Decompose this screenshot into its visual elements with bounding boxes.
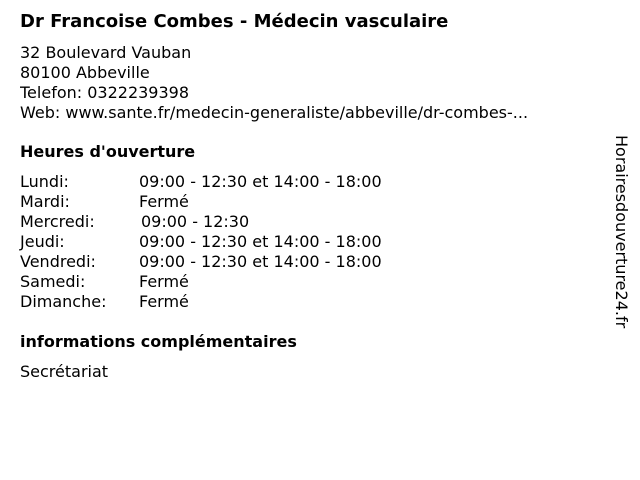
info-heading: informations complémentaires (20, 332, 297, 351)
day-label: Jeudi: (20, 232, 65, 251)
hours-row-samedi (20, 272, 600, 292)
doctor-listing (20, 10, 600, 382)
hours-row-mardi (20, 192, 600, 212)
hours-row-vendredi (20, 252, 600, 272)
page-title: Dr Francoise Combes - Médecin vasculaire (20, 11, 449, 32)
day-hours: Fermé (139, 192, 189, 211)
day-hours: 09:00 - 12:30 (141, 212, 250, 231)
phone-number: Telefon: 0322239398 (20, 83, 190, 102)
hours-row-jeudi (20, 232, 600, 252)
day-hours: 09:00 - 12:30 et 14:00 - 18:00 (139, 252, 382, 271)
day-hours: Fermé (139, 292, 189, 311)
hours-row-dimanche (20, 292, 600, 312)
day-label: Mardi: (20, 192, 70, 211)
day-label: Vendredi: (20, 252, 96, 271)
day-label: Lundi: (20, 172, 69, 191)
day-hours: 09:00 - 12:30 et 14:00 - 18:00 (139, 232, 382, 251)
opening-hours-table (20, 172, 600, 312)
hours-row-mercredi (20, 212, 600, 232)
day-label: Samedi: (20, 272, 86, 291)
day-hours: Fermé (139, 272, 189, 291)
address-street: 32 Boulevard Vauban (20, 43, 192, 62)
hours-heading: Heures d'ouverture (20, 142, 196, 161)
site-watermark: Horairesdouverture24.fr (612, 135, 631, 329)
contact-block (20, 43, 600, 123)
info-text: Secrétariat (20, 362, 109, 381)
address-city: 80100 Abbeville (20, 63, 150, 82)
day-hours: 09:00 - 12:30 et 14:00 - 18:00 (139, 172, 382, 191)
hours-row-lundi (20, 172, 600, 192)
day-label: Mercredi: (20, 212, 95, 231)
day-label: Dimanche: (20, 292, 107, 311)
website-link[interactable]: Web: www.sante.fr/medecin-generaliste/abbeville/dr-combes-... (20, 103, 529, 122)
